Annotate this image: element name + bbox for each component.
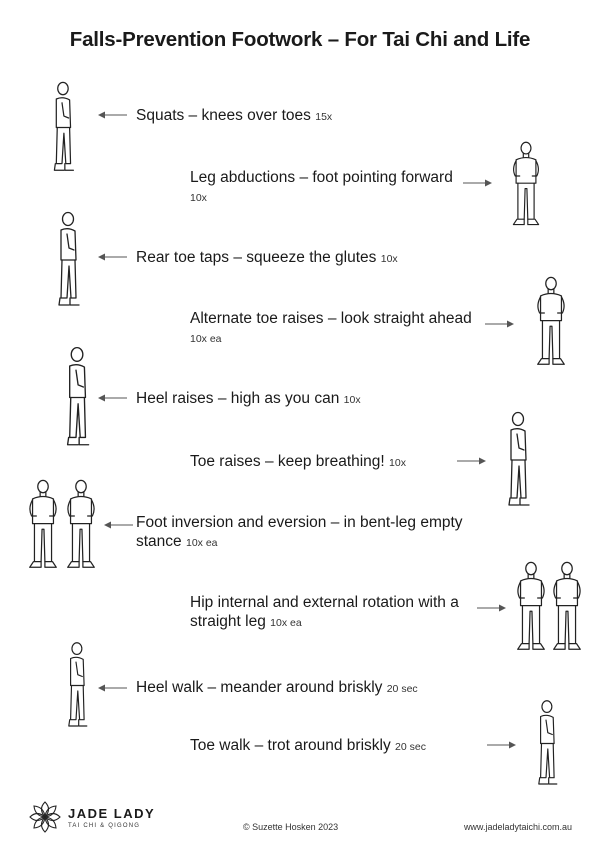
arrow-right-icon	[462, 178, 492, 188]
figure-illustration	[42, 80, 82, 175]
figure-illustration	[55, 345, 97, 450]
figure-illustration	[60, 478, 102, 573]
arrow-left-icon	[104, 520, 134, 530]
arrow-right-icon	[486, 740, 516, 750]
brand-name: JADE LADY	[68, 806, 156, 821]
arrow-right-icon	[476, 603, 506, 613]
exercise-text: Foot inversion and eversion – in bent-leg empty stance	[136, 514, 463, 550]
arrow-right-icon	[456, 456, 486, 466]
exercise-count: 20 sec	[395, 741, 426, 753]
exercise-count: 15x	[315, 111, 333, 123]
exercise-count: 10x ea	[270, 617, 302, 629]
exercise-count: 10x	[389, 457, 406, 469]
exercise-count: 10x ea	[190, 333, 222, 345]
exercise-count: 10x	[343, 394, 361, 406]
exercise-count: 10x	[190, 192, 207, 204]
lotus-logo-icon	[28, 800, 62, 834]
exercise-text: Squats – knees over toes	[136, 107, 311, 124]
exercise-count: 10x ea	[185, 537, 218, 549]
exercise-count: 10x	[380, 253, 398, 265]
figure-illustration	[22, 478, 64, 573]
exercise-text: Heel raises – high as you can	[136, 390, 340, 407]
arrow-left-icon	[98, 252, 128, 262]
figure-illustration	[528, 696, 564, 791]
figure-illustration	[546, 560, 588, 655]
exercise-text: Toe walk – trot around briskly	[190, 737, 391, 754]
arrow-left-icon	[98, 393, 128, 403]
exercise-text: Hip internal and external rotation with a straight leg	[190, 594, 459, 630]
arrow-left-icon	[98, 683, 128, 693]
figure-illustration	[45, 210, 89, 310]
page-title: Falls-Prevention Footwork – For Tai Chi and Life	[69, 28, 531, 51]
brand-subtitle: TAI CHI & QIGONG	[68, 823, 141, 829]
exercise-text: Alternate toe raises – look straight ahead	[190, 310, 472, 327]
figure-illustration	[58, 638, 94, 733]
copyright: © Suzette Hosken 2023	[243, 822, 339, 832]
exercise-count: 20 sec	[386, 683, 418, 695]
exercise-text: Rear toe taps – squeeze the glutes	[136, 249, 377, 266]
figure-illustration	[526, 275, 576, 370]
arrow-right-icon	[484, 319, 514, 329]
figure-illustration	[496, 410, 538, 510]
arrow-left-icon	[98, 110, 128, 120]
exercise-text: Toe raises – keep breathing!	[190, 453, 385, 470]
exercise-text: Leg abductions – foot pointing forward	[190, 169, 453, 186]
exercise-text: Heel walk – meander around briskly	[136, 679, 383, 696]
website-link[interactable]: www.jadeladytaichi.com.au	[463, 822, 572, 832]
figure-illustration	[500, 140, 552, 230]
